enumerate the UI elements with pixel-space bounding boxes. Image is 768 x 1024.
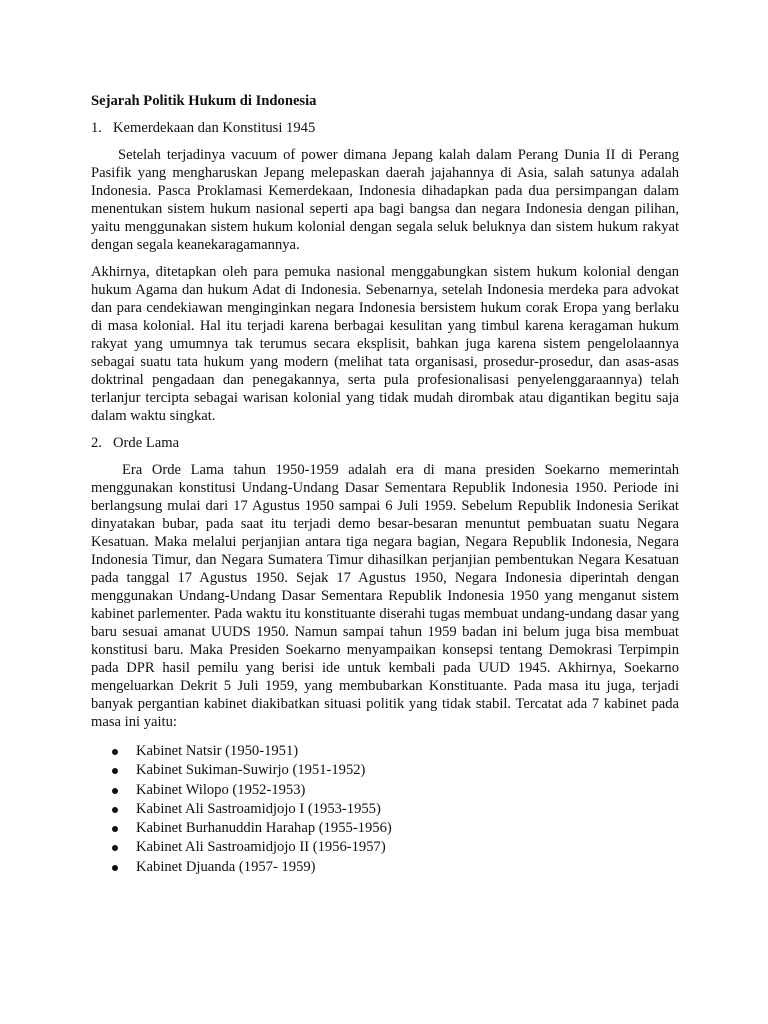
list-item bbox=[91, 761, 679, 780]
body-paragraph: Akhirnya, ditetapkan oleh para pemuka nasional menggabungkan sistem hukum kolonial dengan hukum Agama dan hukum Adat di Indonesia. Sebenarnya, setelah Indonesia merdeka para advokat dan para cendekiawan menginginkan negara Indonesia bersistem hukum corak Eropa yang berlaku di masa kolonial. Hal itu terjadi karena berbagai kesulitan yang timbul karena keragaman hukum rakyat yang umumnya tak terumus secara eksplisit, bahkan juga karena sistem pengelolaannya sebagai suatu tata hukum yang modern (melihat tata organisasi, prosedur-prosedur, dan asas-asas doktrinal pengadaan dan penegakannya, serta pula profesionalisasi penyelenggaraannya) telah terlanjur tercipta sebagai warisan kolonial yang tidak mudah dirombak atau digantikan begitu saja dalam waktu singkat. bbox=[91, 264, 679, 424]
section-heading bbox=[91, 119, 679, 137]
bullet-icon bbox=[112, 768, 118, 774]
list-item-text: Kabinet Wilopo (1952-1953) bbox=[136, 781, 306, 798]
bullet-icon bbox=[112, 865, 118, 871]
body-paragraph: Era Orde Lama tahun 1950-1959 adalah era di mana presiden Soekarno memerintah menggunakan konstitusi Undang-Undang Dasar Sementara Republik Indonesia 1950. Periode ini berlangsung mulai dari 17 Agustus 1950 sampai 6 Juli 1959. Sebelum Republik Indonesia Serikat dinyatakan bubar, pada saat itu terjadi demo besar-besaran menuntut pembuatan suatu Negara Kesatuan. Maka melalui perjanjian antara tiga negara bagian, Negara Republik Indonesia, Negara Indonesia Timur, dan Negara Sumatera Timur dihasilkan perjanjian pembentukan Negara Kesatuan pada tanggal 17 Agustus 1950. Sejak 17 Agustus 1950, Negara Indonesia diperintah dengan menggunakan Undang-Undang Dasar Sementara Republik Indonesia 1950 yang menganut sistem kabinet parlementer. Pada waktu itu konstituante diserahi tugas membuat undang-undang dasar yang baru sesuai amanat UUDS 1950. Namun sampai tahun 1959 badan ini belum juga bisa membuat konstitusi baru. Maka Presiden Soekarno menyampaikan konsepsi tentang Demokrasi Terpimpin pada DPR hasil pemilu yang berisi ide untuk kembali pada UUD 1945. Akhirnya, Soekarno mengeluarkan Dekrit 5 Juli 1959, yang membubarkan Konstituante. Pada masa itu juga, terjadi banyak pergantian kabinet diakibatkan situasi politik yang tidak stabil. Tercatat ada 7 kabinet pada masa ini yaitu: bbox=[91, 462, 679, 730]
list-item bbox=[91, 742, 679, 761]
section-heading bbox=[91, 434, 679, 452]
list-item-text: Kabinet Ali Sastroamidjojo I (1953-1955) bbox=[136, 800, 381, 817]
bullet-icon bbox=[112, 807, 118, 813]
list-item bbox=[91, 781, 679, 800]
bullet-icon bbox=[112, 826, 118, 832]
bullet-icon bbox=[112, 788, 118, 794]
list-item-text: Kabinet Sukiman-Suwirjo (1951-1952) bbox=[136, 762, 366, 779]
document-title: Sejarah Politik Hukum di Indonesia bbox=[91, 93, 317, 109]
section-heading-text: Orde Lama bbox=[113, 435, 180, 451]
list-item bbox=[91, 858, 679, 877]
section-heading-text: Kemerdekaan dan Konstitusi 1945 bbox=[113, 120, 316, 136]
cabinet-list bbox=[91, 742, 679, 877]
list-item bbox=[91, 838, 679, 857]
list-item bbox=[91, 819, 679, 838]
list-item bbox=[91, 800, 679, 819]
bullet-icon bbox=[112, 845, 118, 851]
list-item-text: Kabinet Natsir (1950-1951) bbox=[136, 743, 299, 759]
bullet-icon bbox=[112, 749, 118, 755]
section-number: 2. bbox=[91, 435, 102, 451]
document-body bbox=[91, 92, 679, 877]
body-paragraph: Setelah terjadinya vacuum of power dimana Jepang kalah dalam Perang Dunia II di Perang Pasifik yang mengharuskan Jepang melepaskan daerah jajahannya di Asia, salah satunya adalah Indonesia. Pasca Proklamasi Kemerdekaan, Indonesia dihadapkan pada dua persimpangan dalam menentukan sistem hukum nasional seperti apa bagi bangsa dan negara Indonesia dengan pilihan, yaitu menggunakan sistem hukum kolonial dengan segala seluk beluknya dan sistem hukum rakyat dengan segala keanekaragamannya. bbox=[91, 147, 679, 253]
section-number: 1. bbox=[91, 120, 102, 136]
list-item-text: Kabinet Djuanda (1957- 1959) bbox=[136, 858, 316, 875]
list-item-text: Kabinet Ali Sastroamidjojo II (1956-1957) bbox=[136, 839, 386, 856]
list-item-text: Kabinet Burhanuddin Harahap (1955-1956) bbox=[136, 820, 392, 837]
